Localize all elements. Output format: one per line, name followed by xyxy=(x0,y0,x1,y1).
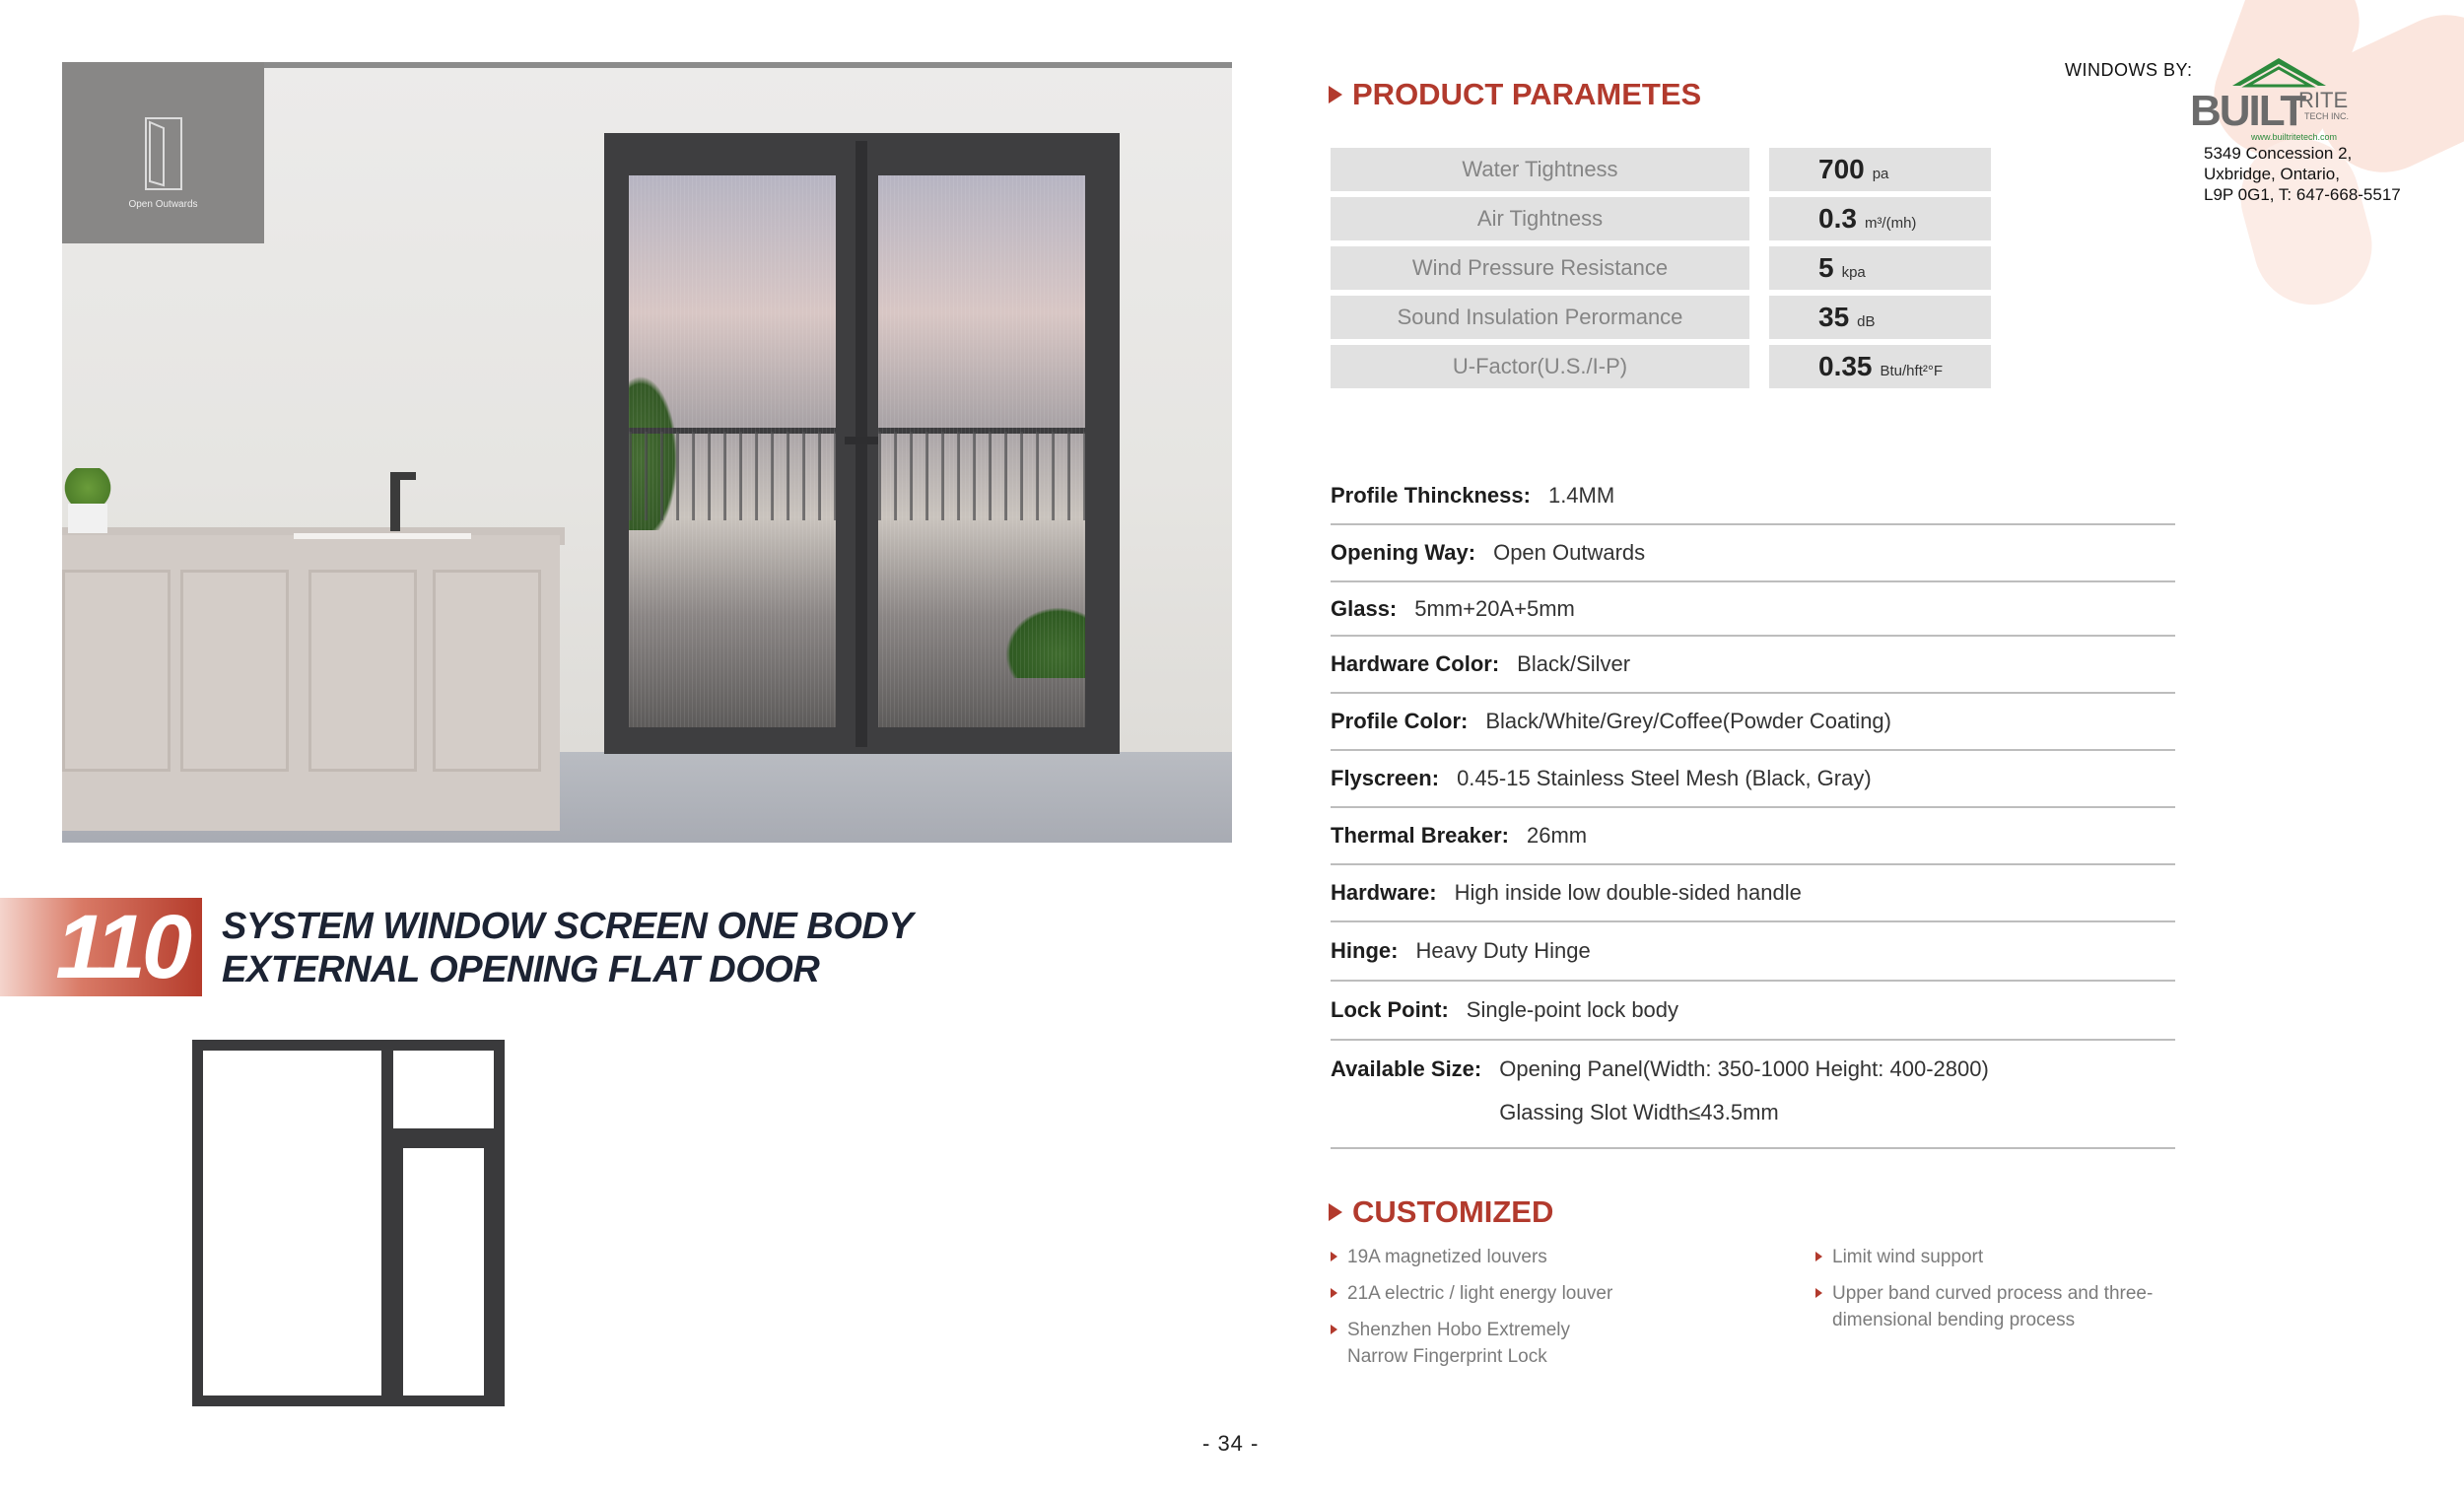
param-label: U-Factor(U.S./I-P) xyxy=(1331,345,1749,388)
spec-row: Profile Color: Black/White/Grey/Coffee(Powder Coating) xyxy=(1331,694,2175,751)
spec-row: Hardware Color: Black/Silver xyxy=(1331,637,2175,694)
windows-by-label: WINDOWS BY: xyxy=(2065,60,2193,80)
list-item: Shenzhen Hobo Extremely Narrow Fingerprint Lock xyxy=(1331,1317,1597,1370)
open-outwards-icon xyxy=(144,116,183,191)
svg-text:www.builtritetech.com: www.builtritetech.com xyxy=(2251,132,2338,142)
svg-text:TECH INC.: TECH INC. xyxy=(2304,111,2349,121)
company-address: 5349 Concession 2, Uxbridge, Ontario, L9P 0G1, T: 647-668-5517 xyxy=(2204,144,2401,204)
customized-title: CUSTOMIZED xyxy=(1329,1194,1553,1230)
spec-row: Glass: 5mm+20A+5mm xyxy=(1331,582,2175,637)
param-value: 700 pa xyxy=(1769,148,1991,191)
builtrite-logo xyxy=(2188,54,2370,143)
param-label: Air Tightness xyxy=(1331,197,1749,240)
list-item: Limit wind support xyxy=(1815,1244,2190,1270)
spec-row: Profile Thinckness: 1.4MM xyxy=(1331,468,2175,525)
list-item: Upper band curved process and three-dimensional bending process xyxy=(1815,1280,2190,1333)
product-photo xyxy=(62,62,1232,843)
parameters-title: PRODUCT PARAMETES xyxy=(1329,77,1701,112)
product-title-line2: EXTERNAL OPENING FLAT DOOR xyxy=(222,949,820,990)
spec-row: Hinge: Heavy Duty Hinge xyxy=(1331,922,2175,982)
opening-badge xyxy=(62,62,264,243)
badge-label: Open Outwards xyxy=(128,199,198,210)
spec-row: Hardware: High inside low double-sided handle xyxy=(1331,865,2175,922)
product-title xyxy=(222,905,913,991)
list-item: 21A electric / light energy louver xyxy=(1331,1280,1725,1307)
spec-row: Flyscreen: 0.45-15 Stainless Steel Mesh (Black, Gray) xyxy=(1331,751,2175,808)
triangle-bullet-icon xyxy=(1329,1203,1342,1221)
param-value: 5 kpa xyxy=(1769,246,1991,290)
specs-list xyxy=(1331,468,2175,1149)
door-handle xyxy=(845,437,878,444)
triangle-bullet-icon xyxy=(1329,86,1342,103)
param-value: 35 dB xyxy=(1769,296,1991,339)
param-label: Water Tightness xyxy=(1331,148,1749,191)
param-label: Wind Pressure Resistance xyxy=(1331,246,1749,290)
param-value: 0.35 Btu/hft²°F xyxy=(1769,345,1991,388)
product-number: 110 xyxy=(55,897,188,997)
param-value: 0.3 m³/(mh) xyxy=(1769,197,1991,240)
svg-text:RITE: RITE xyxy=(2298,88,2349,112)
window-diagram xyxy=(192,1040,505,1406)
product-number-band xyxy=(0,898,202,996)
spec-row: Available Size: Opening Panel(Width: 350-1000 Height: 400-2800) Glassing Slot Width≤43.5mm xyxy=(1331,1041,2175,1149)
svg-text:BUILT: BUILT xyxy=(2190,87,2305,135)
spec-row: Lock Point: Single-point lock body xyxy=(1331,982,2175,1041)
spec-row: Opening Way: Open Outwards xyxy=(1331,525,2175,582)
page-number: - 34 - xyxy=(1202,1431,1260,1456)
spec-row: Thermal Breaker: 26mm xyxy=(1331,808,2175,865)
list-item: 19A magnetized louvers xyxy=(1331,1244,1725,1270)
param-label: Sound Insulation Perormance xyxy=(1331,296,1749,339)
product-title-line1: SYSTEM WINDOW SCREEN ONE BODY xyxy=(222,906,914,947)
